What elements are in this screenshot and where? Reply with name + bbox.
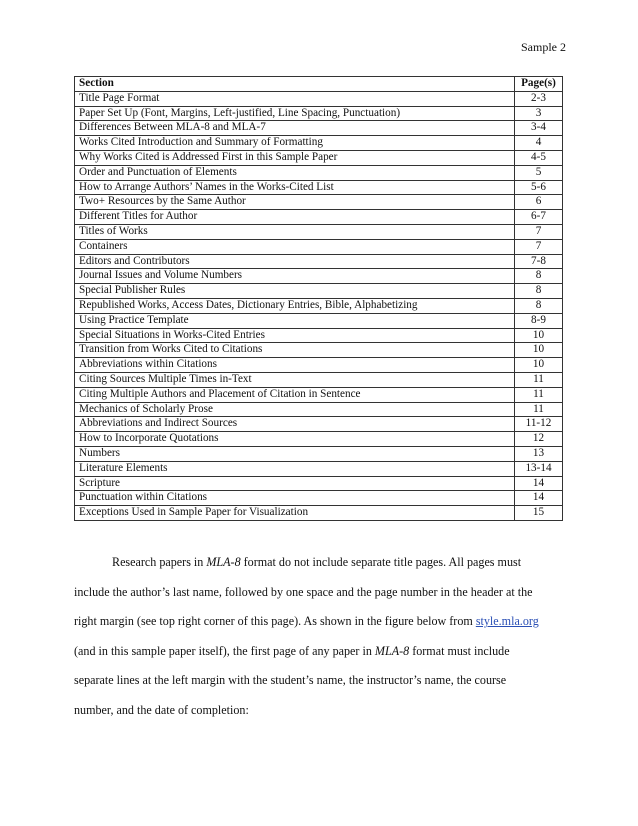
section-cell: Exceptions Used in Sample Paper for Visualization [75,506,515,521]
pages-cell: 14 [515,476,563,491]
pages-cell: 8 [515,298,563,313]
style-mla-link[interactable]: style.mla.org [475,614,539,629]
pages-cell: 6-7 [515,210,563,225]
section-cell: Containers [75,239,515,254]
table-row [75,491,563,506]
body-paragraph [74,548,566,726]
table-row [75,106,563,121]
column-header-pages: Page(s) [515,77,563,92]
pages-cell: 11 [515,387,563,402]
section-cell: Transition from Works Cited to Citations [75,343,515,358]
section-cell: Title Page Format [75,91,515,106]
table-row [75,387,563,402]
paragraph-line: number, and the date of completion: [74,702,249,717]
table-row [75,269,563,284]
pages-cell: 10 [515,343,563,358]
table-row [75,195,563,210]
section-cell: Titles of Works [75,224,515,239]
section-cell: How to Arrange Authors’ Names in the Works-Cited List [75,180,515,195]
pages-cell: 2-3 [515,91,563,106]
section-cell: Abbreviations within Citations [75,358,515,373]
pages-cell: 4 [515,136,563,151]
paragraph-line: right margin (see top right corner of this page). As shown in the figure below from style.mla.org [74,614,539,629]
pages-cell: 8 [515,269,563,284]
pages-cell: 5 [515,165,563,180]
table-row [75,402,563,417]
section-cell: Journal Issues and Volume Numbers [75,269,515,284]
pages-cell: 12 [515,432,563,447]
pages-cell: 15 [515,506,563,521]
pages-cell: 13-14 [515,461,563,476]
section-cell: Special Situations in Works-Cited Entries [75,328,515,343]
section-cell: Editors and Contributors [75,254,515,269]
section-cell: Different Titles for Author [75,210,515,225]
table-row [75,432,563,447]
paragraph-line: Research papers in MLA-8 format do not include separate title pages. All pages must [112,555,522,569]
table-header-row [75,77,563,92]
section-cell: Republished Works, Access Dates, Dictionary Entries, Bible, Alphabetizing [75,298,515,313]
pages-cell: 11-12 [515,417,563,432]
pages-cell: 5-6 [515,180,563,195]
section-cell: Paper Set Up (Font, Margins, Left-justified, Line Spacing, Punctuation) [75,106,515,121]
table-row [75,313,563,328]
section-cell: Two+ Resources by the Same Author [75,195,515,210]
table-row [75,284,563,299]
pages-cell: 14 [515,491,563,506]
table-row [75,446,563,461]
table-row [75,121,563,136]
pages-cell: 11 [515,402,563,417]
table-of-contents [74,76,563,521]
pages-cell: 10 [515,358,563,373]
table-body [75,91,563,520]
table-row [75,417,563,432]
table-row [75,506,563,521]
table-row [75,165,563,180]
pages-cell: 3 [515,106,563,121]
table-row [75,461,563,476]
pages-cell: 13 [515,446,563,461]
paragraph-line: (and in this sample paper itself), the first page of any paper in MLA-8 format must include [74,643,510,658]
section-cell: Order and Punctuation of Elements [75,165,515,180]
pages-cell: 7 [515,224,563,239]
section-cell: Why Works Cited is Addressed First in this Sample Paper [75,150,515,165]
table-row [75,91,563,106]
pages-cell: 7-8 [515,254,563,269]
pages-cell: 3-4 [515,121,563,136]
running-head: Sample 2 [521,40,566,54]
section-cell: How to Incorporate Quotations [75,432,515,447]
table-row [75,343,563,358]
table-row [75,372,563,387]
section-cell: Special Publisher Rules [75,284,515,299]
table-row [75,224,563,239]
section-cell: Punctuation within Citations [75,491,515,506]
section-cell: Works Cited Introduction and Summary of Formatting [75,136,515,151]
table-row [75,298,563,313]
pages-cell: 10 [515,328,563,343]
pages-cell: 4-5 [515,150,563,165]
table-row [75,150,563,165]
section-cell: Numbers [75,446,515,461]
pages-cell: 8-9 [515,313,563,328]
table-row [75,254,563,269]
section-cell: Citing Multiple Authors and Placement of Citation in Sentence [75,387,515,402]
section-cell: Literature Elements [75,461,515,476]
section-cell: Citing Sources Multiple Times in-Text [75,372,515,387]
column-header-section: Section [75,77,515,92]
table-row [75,239,563,254]
section-cell: Differences Between MLA-8 and MLA-7 [75,121,515,136]
table-row [75,210,563,225]
table-row [75,180,563,195]
pages-cell: 6 [515,195,563,210]
section-cell: Abbreviations and Indirect Sources [75,417,515,432]
pages-cell: 8 [515,284,563,299]
table-row [75,136,563,151]
section-cell: Using Practice Template [75,313,515,328]
paragraph-line: include the author’s last name, followed by one space and the page number in the header at the [74,584,533,599]
pages-cell: 7 [515,239,563,254]
pages-cell: 11 [515,372,563,387]
table-row [75,328,563,343]
table-row [75,358,563,373]
paragraph-line: separate lines at the left margin with the student’s name, the instructor’s name, the course [74,673,507,688]
table-row [75,476,563,491]
section-cell: Scripture [75,476,515,491]
section-cell: Mechanics of Scholarly Prose [75,402,515,417]
